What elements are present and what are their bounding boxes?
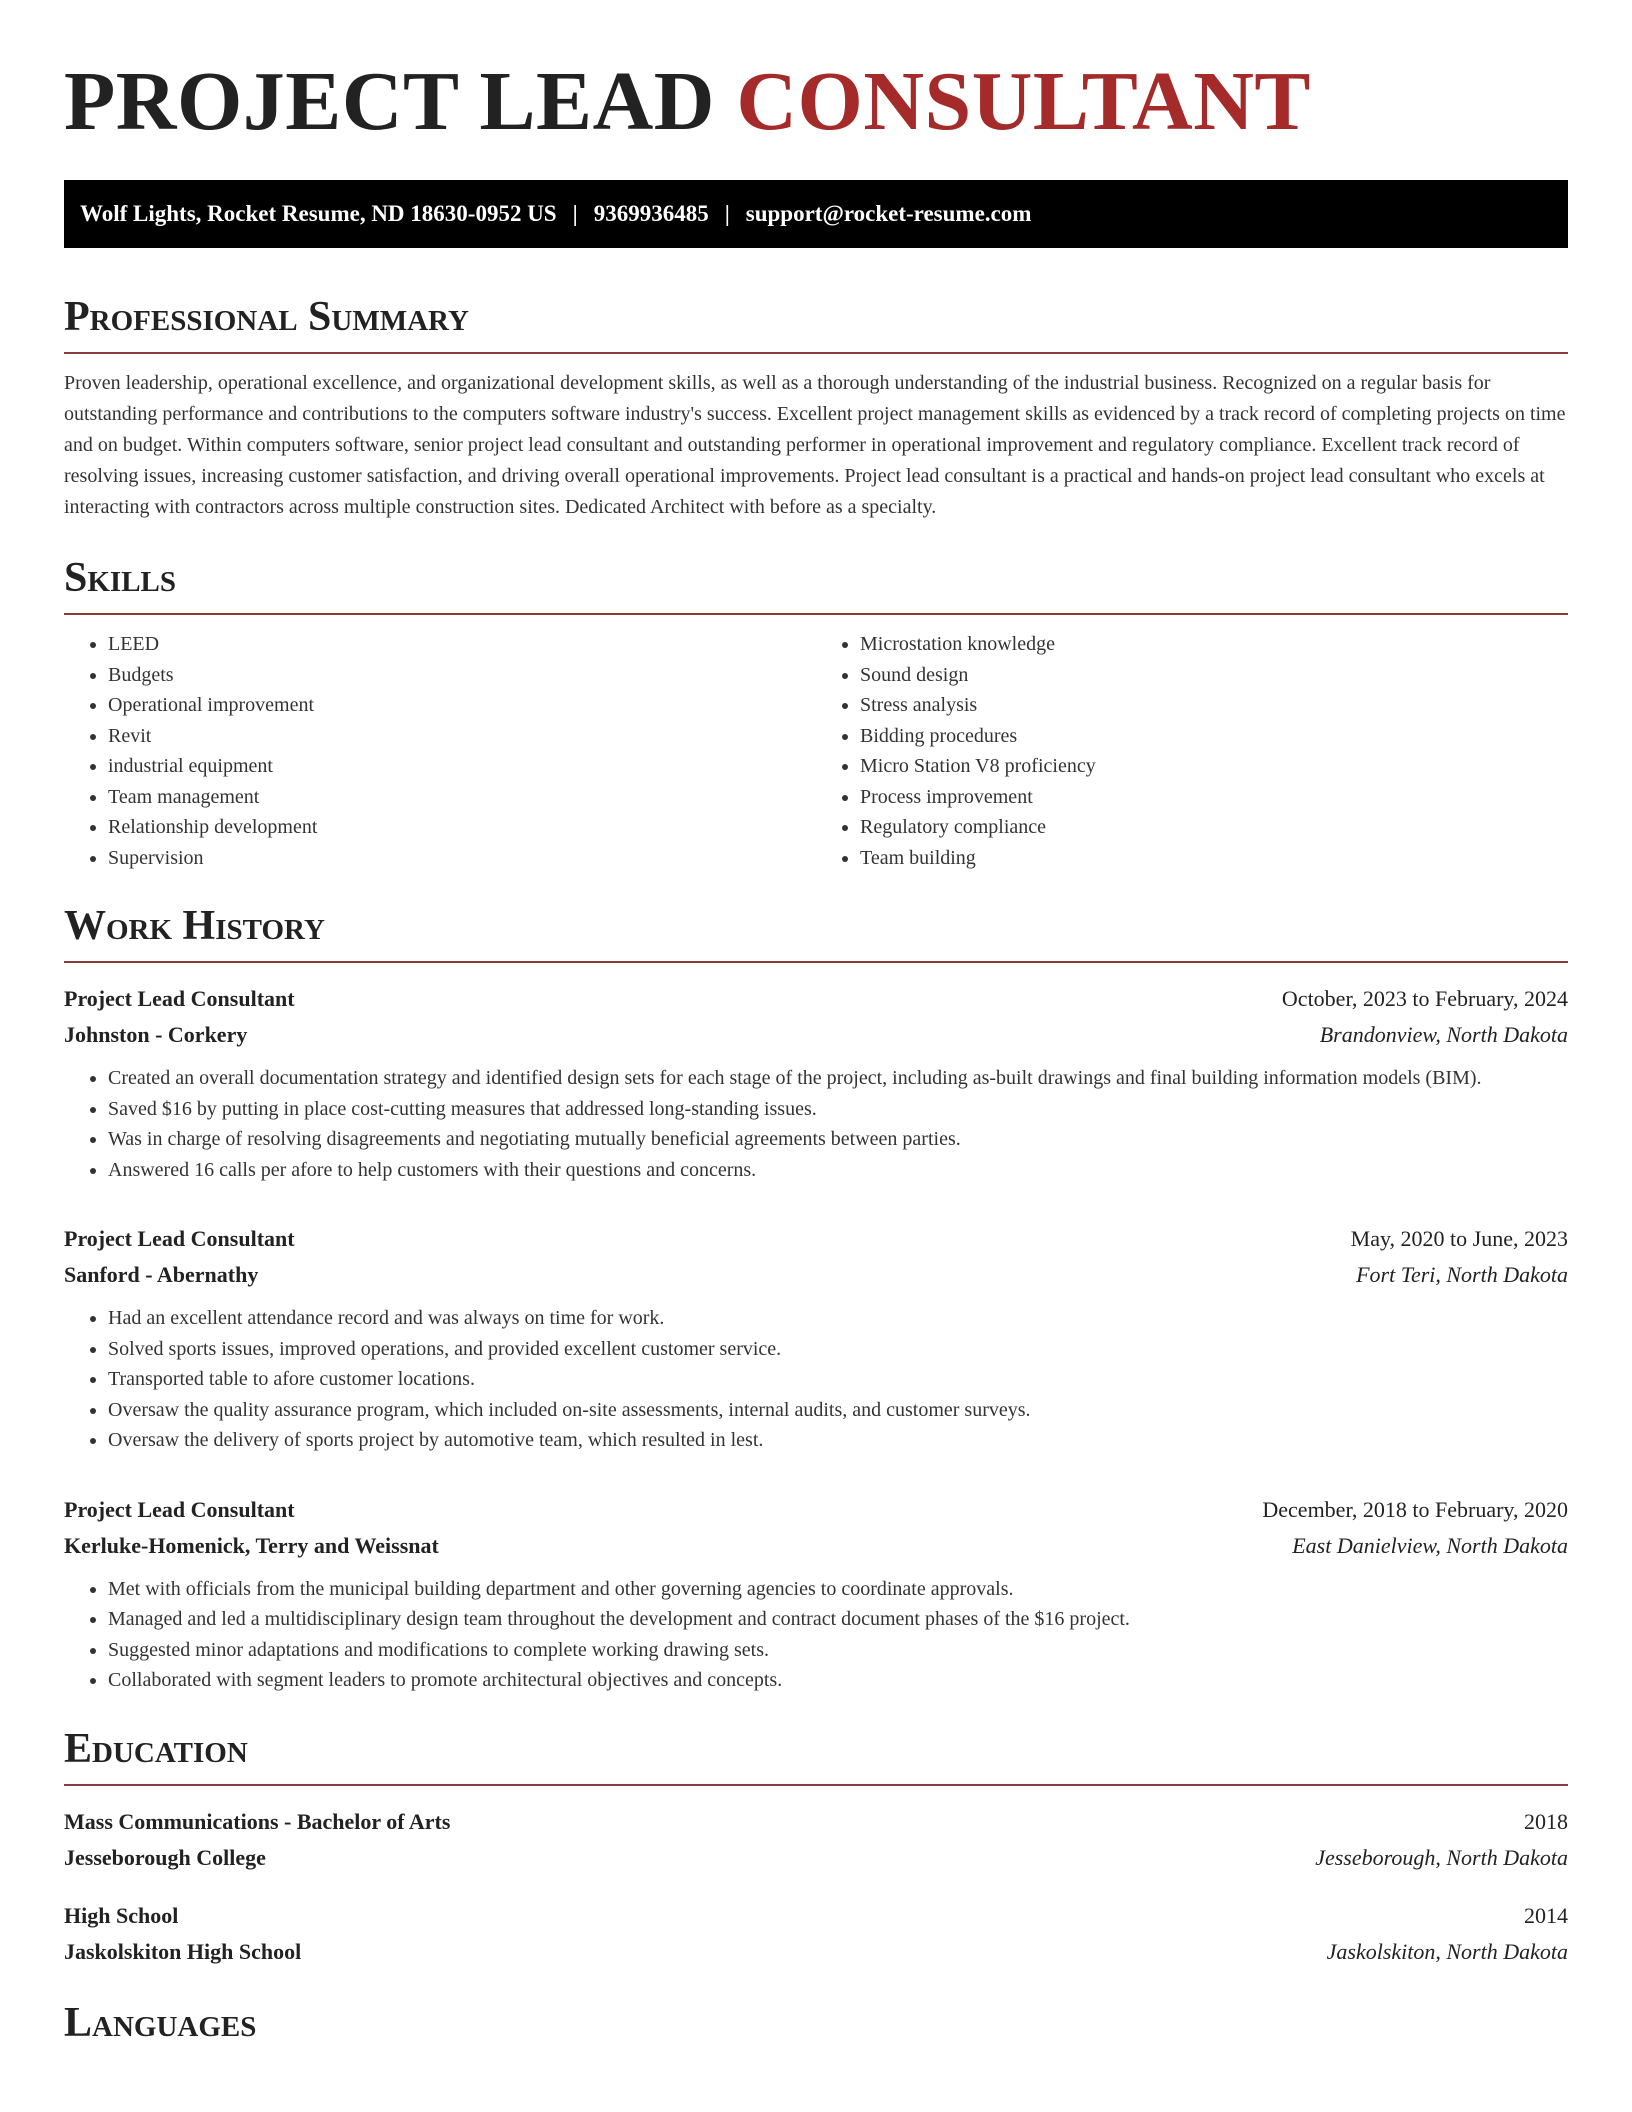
education-location: Jaskolskiton, North Dakota: [1326, 1938, 1568, 1964]
summary-section: [64, 292, 1568, 523]
skill-item: • Relationship development: [108, 812, 816, 843]
education-degree: High School: [64, 1902, 179, 1928]
job-header-row: [64, 981, 1568, 1017]
job-company: Kerluke-Homenick, Terry and Weissnat: [64, 1532, 439, 1558]
education-header-row: [64, 1804, 1568, 1840]
job-bullets: [64, 1303, 1568, 1456]
education-entry: [64, 1804, 1568, 1876]
job-entry: [64, 1221, 1568, 1456]
contact-email: support@rocket-resume.com: [745, 201, 1032, 226]
job-title: Project Lead Consultant: [64, 986, 295, 1011]
education-entry: [64, 1898, 1568, 1970]
contact-separator: |: [572, 201, 578, 226]
education-school-row: [64, 1934, 1568, 1970]
job-company-row: [64, 1528, 1568, 1564]
work-history-section: [64, 901, 1568, 1696]
job-title: Project Lead Consultant: [64, 1226, 295, 1251]
skill-item: • Budgets: [108, 660, 816, 691]
education-year: 2018: [1524, 1808, 1568, 1834]
job-dates: December, 2018 to February, 2020: [1262, 1496, 1568, 1522]
skill-item: • Sound design: [860, 660, 1568, 691]
job-bullet: • Oversaw the quality assurance program, which included on-site assessments, internal audits, and customer surveys.: [108, 1395, 1568, 1426]
job-bullet: • Collaborated with segment leaders to promote architectural objectives and concepts.: [108, 1665, 1568, 1696]
education-location: Jesseborough, North Dakota: [1315, 1844, 1568, 1870]
skill-item: • Supervision: [108, 843, 816, 874]
job-bullet: • Had an excellent attendance record and was always on time for work.: [108, 1303, 1568, 1334]
job-location: East Danielview, North Dakota: [1292, 1532, 1568, 1558]
job-bullet: • Created an overall documentation strategy and identified design sets for each stage of the project, including as-built drawings and final building information models (BIM).: [108, 1063, 1568, 1094]
education-school: Jaskolskiton High School: [64, 1938, 302, 1964]
job-bullet: • Managed and led a multidisciplinary design team throughout the development and contract document phases of the $16 project.: [108, 1604, 1568, 1635]
section-heading-summary: Professional Summary: [64, 292, 1568, 354]
skills-list-left: [64, 629, 816, 873]
contact-separator: |: [724, 201, 730, 226]
education-school-row: [64, 1840, 1568, 1876]
job-location: Brandonview, North Dakota: [1319, 1022, 1568, 1047]
job-dates: May, 2020 to June, 2023: [1350, 1226, 1568, 1251]
job-title: Project Lead Consultant: [64, 1496, 295, 1522]
job-bullet: • Met with officials from the municipal building department and other governing agencies to coordinate approvals.: [108, 1574, 1568, 1605]
job-bullets: [64, 1063, 1568, 1185]
job-location: Fort Teri, North Dakota: [1356, 1262, 1568, 1287]
job-header-row: [64, 1221, 1568, 1257]
contact-bar: [64, 180, 1568, 248]
summary-text: Proven leadership, operational excellence, and organizational development skills, as well as a thorough understanding of the industrial business. Recognized on a regular basis for outstanding performance and contributions to the computers software industry's success. Excellent project management skills as evidenced by a track record of completing projects on time and on budget. Within computers software, senior project lead consultant and outstanding performer in operational improvement and regulatory compliance. Excellent track record of resolving issues, increasing customer satisfaction, and driving overall operational improvements. Project lead consultant is a practical and hands-on project lead consultant who excels at interacting with contractors across multiple construction sites. Dedicated Architect with before as a specialty.: [64, 372, 1566, 518]
job-bullet: • Transported table to afore customer locations.: [108, 1364, 1568, 1395]
section-heading-skills: Skills: [64, 553, 1568, 615]
job-company: Johnston - Corkery: [64, 1022, 248, 1047]
skill-item: • Bidding procedures: [860, 721, 1568, 752]
skill-item: • Regulatory compliance: [860, 812, 1568, 843]
skills-columns: [64, 629, 1568, 873]
title-main: PROJECT LEAD: [64, 55, 715, 148]
job-header-row: [64, 1492, 1568, 1528]
job-bullet: • Saved $16 by putting in place cost-cutting measures that addressed long-standing issues.: [108, 1094, 1568, 1125]
skill-item: • Microstation knowledge: [860, 629, 1568, 660]
skill-item: • Stress analysis: [860, 690, 1568, 721]
job-company-row: [64, 1017, 1568, 1053]
section-heading-education: Education: [64, 1724, 1568, 1786]
job-bullets: [64, 1574, 1568, 1696]
education-year: 2014: [1524, 1902, 1568, 1928]
job-entry: [64, 981, 1568, 1185]
job-bullet: • Was in charge of resolving disagreements and negotiating mutually beneficial agreements between parties.: [108, 1124, 1568, 1155]
skill-item: • Micro Station V8 proficiency: [860, 751, 1568, 782]
title-accent: CONSULTANT: [736, 55, 1311, 148]
skill-item: • Team management: [108, 782, 816, 813]
skill-item: • Operational improvement: [108, 690, 816, 721]
job-bullet: • Suggested minor adaptations and modifications to complete working drawing sets.: [108, 1635, 1568, 1666]
job-company-row: [64, 1257, 1568, 1293]
education-school: Jesseborough College: [64, 1844, 266, 1870]
skills-section: [64, 553, 1568, 873]
languages-section: [64, 1998, 1568, 2058]
section-heading-work: Work History: [64, 901, 1568, 963]
education-header-row: [64, 1898, 1568, 1934]
contact-phone: 9369936485: [593, 201, 709, 226]
skill-item: • Process improvement: [860, 782, 1568, 813]
job-entry: [64, 1492, 1568, 1696]
skill-item: • LEED: [108, 629, 816, 660]
job-dates: October, 2023 to February, 2024: [1281, 986, 1568, 1011]
skills-list-right: [816, 629, 1568, 873]
skill-item: • Revit: [108, 721, 816, 752]
education-degree: Mass Communications - Bachelor of Arts: [64, 1808, 451, 1834]
education-section: [64, 1724, 1568, 1970]
contact-address: Wolf Lights, Rocket Resume, ND 18630-0952 US: [80, 201, 557, 226]
section-heading-languages: Languages: [64, 1999, 257, 2046]
resume-title: [64, 0, 1568, 150]
skill-item: • industrial equipment: [108, 751, 816, 782]
job-company: Sanford - Abernathy: [64, 1262, 259, 1287]
job-bullet: • Solved sports issues, improved operations, and provided excellent customer service.: [108, 1334, 1568, 1365]
job-bullet: • Answered 16 calls per afore to help customers with their questions and concerns.: [108, 1155, 1568, 1186]
skill-item: • Team building: [860, 843, 1568, 874]
job-bullet: • Oversaw the delivery of sports project by automotive team, which resulted in lest.: [108, 1425, 1568, 1456]
